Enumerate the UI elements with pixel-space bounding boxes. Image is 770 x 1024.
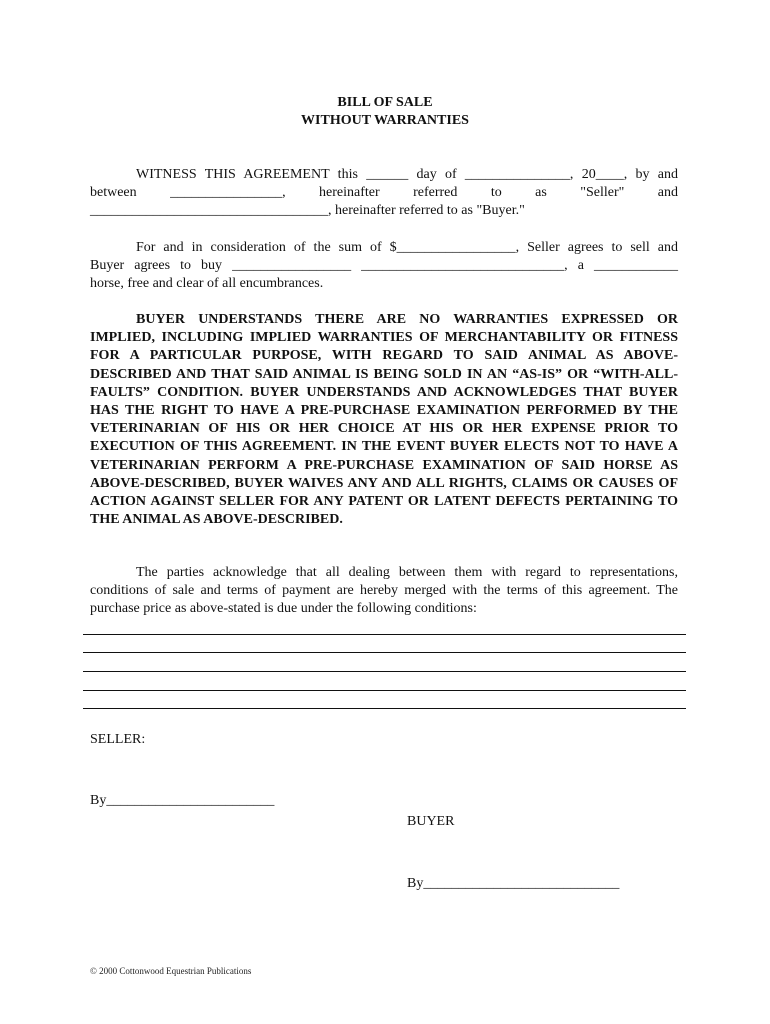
- buyer-signature-line: By____________________________: [407, 876, 620, 891]
- disclaimer-paragraph: BUYER UNDERSTANDS THERE ARE NO WARRANTIES EXPRESSED OR IMPLIED, INCLUDING IMPLIED WARRANTIES OF MERCHANTABILITY OR FITNESS FOR A PARTICULAR PURPOSE, WITH REGARD TO SAID ANIMAL AS ABOVE-DESCRIBED AND THAT SAID ANIMAL IS BEING SOLD IN AN “AS-IS” OR “WITH-ALL-FAULTS” CONDITION. BUYER UNDERSTANDS AND ACKNOWLEDGES THAT BUYER HAS THE RIGHT TO HAVE A PRE-PURCHASE EXAMINATION PERFORMED BY THE VETERINARIAN OF HIS OR HER CHOICE AT HIS OR HER EXPENSE PRIOR TO EXECUTION OF THIS AGREEMENT. IN THE EVENT BUYER ELECTS NOT TO HAVE A VETERINARIAN PERFORM A PRE-PURCHASE EXAMINATION OF SAID HORSE AS ABOVE-DESCRIBED, BUYER WAIVES ANY AND ALL RIGHTS, CLAIMS OR CAUSES OF ACTION AGAINST SELLER FOR ANY PATENT OR LATENT DEFECTS PERTAINING TO THE ANIMAL AS ABOVE-DESCRIBED.: [90, 312, 678, 528]
- conditions-line-1: [83, 634, 686, 635]
- consideration-line-1: For and in consideration of the sum of $_________________, Seller agrees to sell and: [136, 240, 678, 255]
- conditions-line-3: [83, 671, 686, 672]
- witness-line-3: __________________________________, hereinafter referred to as "Buyer.": [90, 203, 525, 219]
- buyer-label: BUYER: [407, 814, 455, 829]
- seller-label: SELLER:: [90, 732, 146, 747]
- consideration-paragraph: [90, 239, 678, 294]
- document-title: BILL OF SALE: [337, 95, 433, 110]
- witness-line-2: between ________________, hereinafter referred to as "Seller" and: [90, 185, 678, 201]
- conditions-line-2: [83, 652, 686, 653]
- document-subtitle: WITHOUT WARRANTIES: [301, 113, 469, 128]
- witness-line-1: WITNESS THIS AGREEMENT this ______ day of _______________, 20____, by and: [136, 167, 678, 182]
- parties-paragraph: The parties acknowledge that all dealing between them with regard to representations, conditions of sale and terms of payment are hereby merged with the terms of this agreement. The purchase price as above-stated is due under the following conditions:: [90, 565, 678, 617]
- consideration-line-3: horse, free and clear of all encumbrances.: [90, 276, 324, 292]
- conditions-line-5: [83, 708, 686, 709]
- consideration-line-2: Buyer agrees to buy _________________ _____________________________, a ____________: [90, 258, 678, 274]
- seller-signature-line: By________________________: [90, 793, 275, 808]
- conditions-line-4: [83, 690, 686, 691]
- witness-paragraph: [90, 166, 678, 221]
- copyright-footer: © 2000 Cottonwood Equestrian Publications: [90, 966, 252, 976]
